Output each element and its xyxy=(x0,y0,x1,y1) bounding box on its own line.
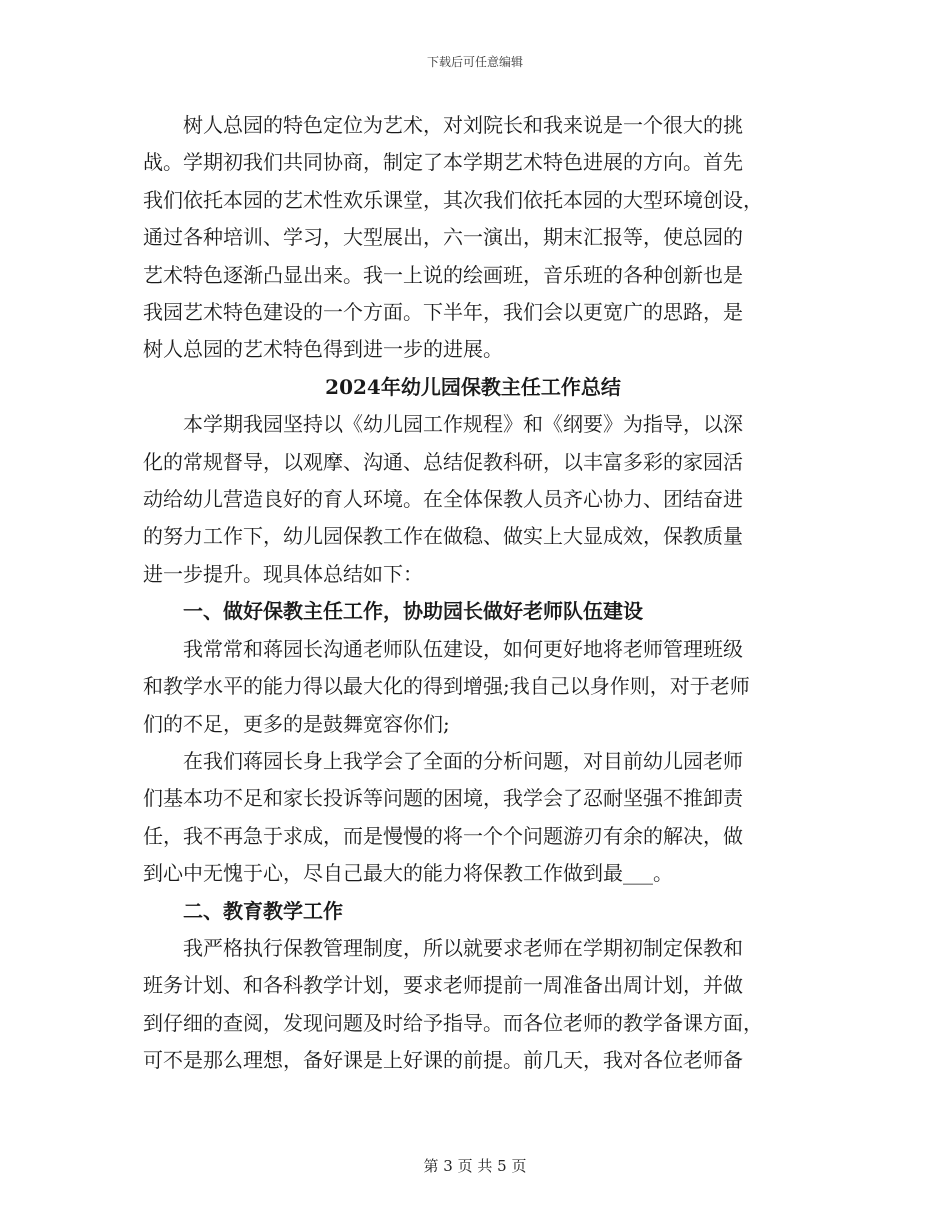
text-line: 到心中无愧于心，尽自己最大的能力将保教工作做到最___。 xyxy=(143,861,673,886)
page-footer: 第 3 页 共 5 页 xyxy=(423,1157,527,1175)
section1-paragraph-1 xyxy=(143,631,803,743)
text-line: 我严格执行保教管理制度，所以就要求老师在学期初制定保教和 xyxy=(183,935,743,960)
text-line: 本学期我园坚持以《幼儿园工作规程》和《纲要》为指导，以深 xyxy=(183,412,743,437)
text-line: 们的不足，更多的是鼓舞宽容你们; xyxy=(143,711,450,736)
text-line: 任，我不再急于求成，而是慢慢的将一个个问题游刃有余的解决，做 xyxy=(143,823,743,848)
section2-paragraph-1 xyxy=(143,930,803,1080)
text-line: 艺术特色逐渐凸显出来。我一上说的绘画班，音乐班的各种创新也是 xyxy=(143,262,743,287)
text-line: 班务计划、和各科教学计划，要求老师提前一周准备出周计划，并做 xyxy=(143,973,743,998)
text-line: 进一步提升。现具体总结如下： xyxy=(143,561,423,586)
text-line: 战。学期初我们共同协商，制定了本学期艺术特色进展的方向。首先 xyxy=(143,150,743,175)
section-heading-1: 一、做好保教主任工作，协助园长做好老师队伍建设 xyxy=(183,599,643,624)
text-line: 我常常和蒋园长沟通老师队伍建设，如何更好地将老师管理班级 xyxy=(183,636,743,661)
document-body xyxy=(143,107,803,1080)
document-title: 2024年幼儿园保教主任工作总结 xyxy=(325,374,621,399)
text-line: 树人总园的艺术特色得到进一步的进展。 xyxy=(143,337,503,362)
section1-paragraph-2 xyxy=(143,743,803,893)
text-line: 树人总园的特色定位为艺术，对刘院长和我来说是一个很大的挑 xyxy=(183,113,743,137)
intro-paragraph xyxy=(143,107,803,369)
page-header: 下载后可任意编辑 xyxy=(426,55,523,69)
text-line: 在我们蒋园长身上我学会了全面的分析问题，对目前幼儿园老师 xyxy=(183,748,743,773)
text-line: 通过各种培训、学习，大型展出，六一演出，期末汇报等，使总园的 xyxy=(143,225,743,250)
text-line: 和教学水平的能力得以最大化的得到增强;我自己以身作则，对于老师 xyxy=(143,674,750,699)
section-heading-2: 二、教育教学工作 xyxy=(183,898,343,923)
text-line: 们基本功不足和家长投诉等问题的困境，我学会了忍耐坚强不推卸责 xyxy=(143,786,743,811)
text-line: 化的常规督导，以观摩、沟通、总结促教科研，以丰富多彩的家园活 xyxy=(143,449,743,474)
text-line: 我们依托本园的艺术性欢乐课堂，其次我们依托本园的大型环境创设， xyxy=(143,187,763,212)
text-line: 我园艺术特色建设的一个方面。下半年，我们会以更宽广的思路，是 xyxy=(143,300,743,325)
text-line: 的努力工作下，幼儿园保教工作在做稳、做实上大显成效，保教质量 xyxy=(143,524,743,549)
text-line: 可不是那么理想，备好课是上好课的前提。前几天，我对各位老师备 xyxy=(143,1048,743,1073)
summary-paragraph xyxy=(143,406,803,593)
text-line: 到仔细的查阅，发现问题及时给予指导。而各位老师的教学备课方面， xyxy=(143,1010,763,1035)
text-line: 动给幼儿营造良好的育人环境。在全体保教人员齐心协力、团结奋进 xyxy=(143,487,743,512)
